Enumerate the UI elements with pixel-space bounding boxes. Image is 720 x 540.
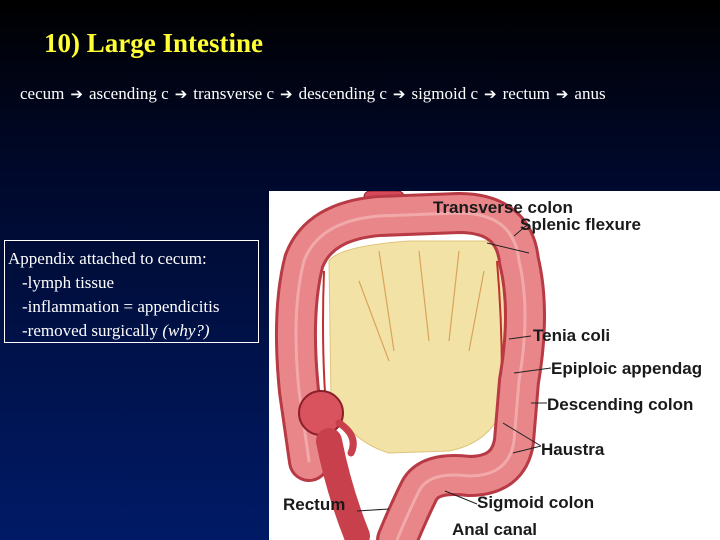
large-intestine-illustration <box>269 191 720 540</box>
note-heading: Appendix attached to cecum: <box>8 249 207 268</box>
flow-step-cecum: cecum <box>20 84 65 103</box>
label-sigmoid-colon: Sigmoid colon <box>477 493 595 512</box>
flow-step-transverse: transverse c <box>193 84 275 103</box>
appendix-note-box <box>4 240 259 343</box>
arrow-right-icon: ➔ <box>174 85 188 103</box>
label-haustra: Haustra <box>541 440 605 459</box>
flow-step-anus: anus <box>574 84 606 103</box>
flow-step-descending: descending c <box>298 84 387 103</box>
label-descending-colon: Descending colon <box>547 395 694 414</box>
label-tenia-coli: Tenia coli <box>533 326 611 345</box>
arrow-right-icon: ➔ <box>70 85 83 103</box>
arrow-right-icon: ➔ <box>555 85 569 103</box>
flow-step-rectum: rectum <box>502 84 550 103</box>
note-item-inflammation: -inflammation = appendicitis <box>22 297 220 316</box>
note-item-lymph: -lymph tissue <box>22 273 115 292</box>
slide-title: 10) Large Intestine <box>44 28 263 58</box>
label-epiploic-appendage: Epiploic appendag <box>551 359 703 378</box>
arrow-right-icon: ➔ <box>484 85 497 103</box>
mesentery <box>329 241 507 453</box>
note-item-surgery <box>8 319 258 343</box>
flow-sequence <box>20 84 606 104</box>
cecum <box>299 391 343 435</box>
label-anal-canal: Anal canal <box>452 520 538 539</box>
arrow-right-icon: ➔ <box>392 85 406 103</box>
flow-step-ascending: ascending c <box>88 84 169 103</box>
label-splenic-flexure: Splenic flexure <box>520 215 641 234</box>
label-transverse-colon: Transverse colon <box>433 198 573 217</box>
flow-step-sigmoid: sigmoid c <box>411 84 479 103</box>
note-item-surgery-text: -removed surgically <box>22 321 159 340</box>
arrow-right-icon: ➔ <box>280 85 293 103</box>
label-rectum: Rectum <box>283 495 346 514</box>
note-why: (why?) <box>162 321 210 340</box>
